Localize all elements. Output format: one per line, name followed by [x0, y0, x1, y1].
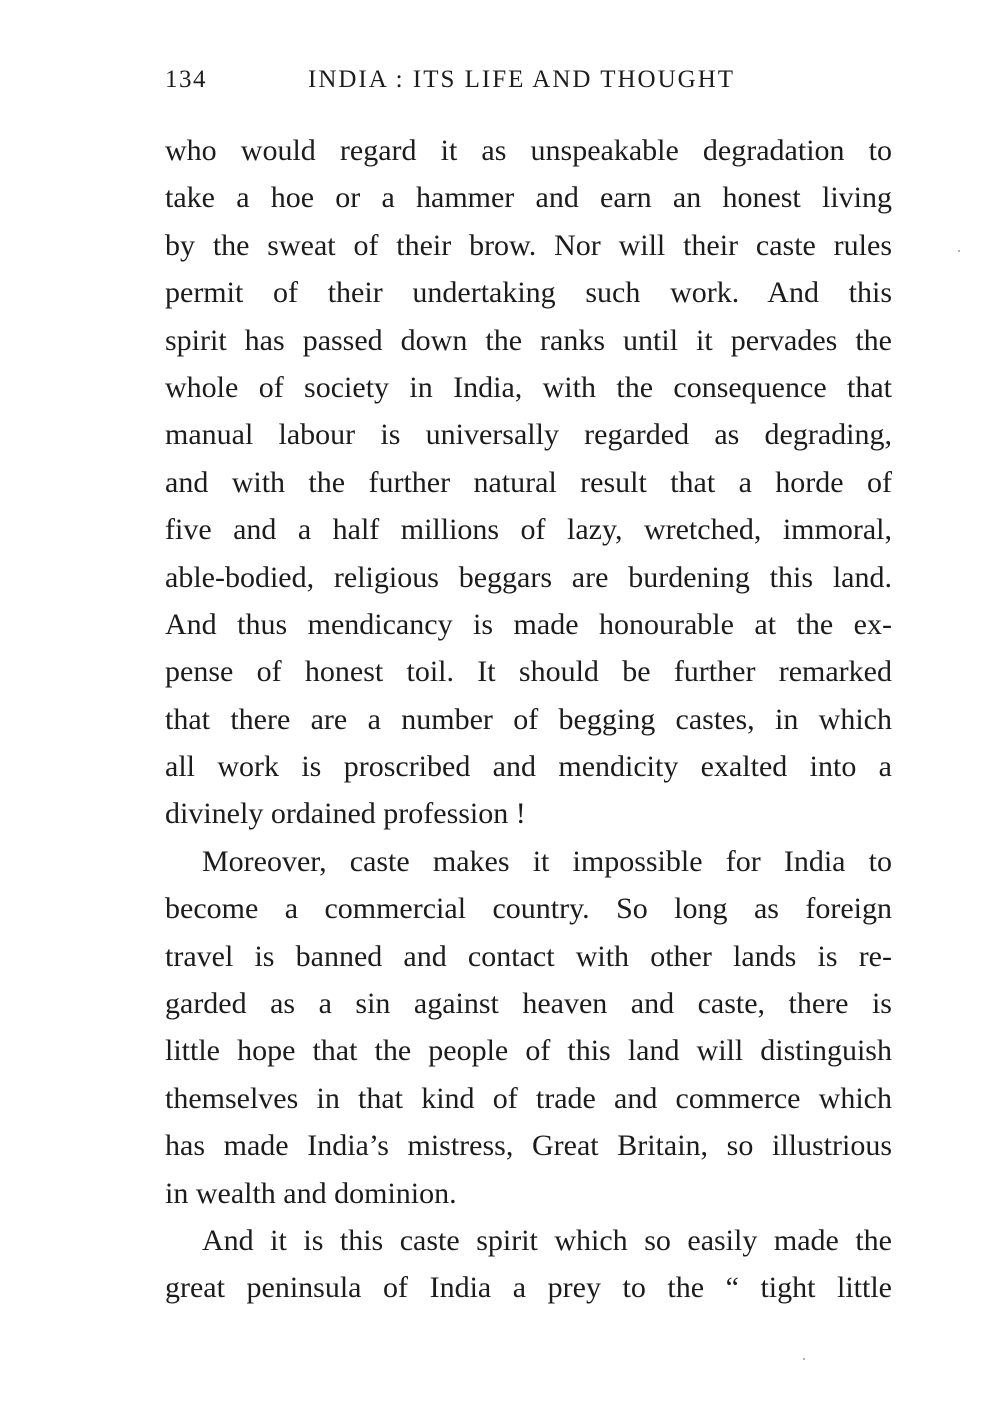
text-line: in wealth and dominion. — [165, 1176, 457, 1210]
text-line: take a hoe or a hammer and earn an honest living — [165, 181, 892, 215]
text-line: and with the further natural result that a horde of — [165, 465, 892, 499]
paragraph — [165, 127, 892, 838]
text-line: And thus mendicancy is made honourable at the ex- — [165, 607, 892, 641]
text-line: pense of honest toil. It should be further remarked — [165, 655, 892, 689]
text-line: has made India’s mistress, Great Britain, so illustrious — [165, 1129, 892, 1163]
text-line: become a commercial country. So long as foreign — [165, 892, 892, 926]
paragraph — [165, 1217, 892, 1312]
text-line: by the sweat of their brow. Nor will their caste rules — [165, 228, 892, 262]
paragraph — [165, 838, 892, 1217]
paper-speck — [803, 1358, 805, 1360]
text-line: divinely ordained profession ! — [165, 797, 526, 831]
text-line: that there are a number of begging castes, in which — [165, 702, 892, 736]
text-line: great peninsula of India a prey to the “ tight little — [165, 1271, 892, 1305]
text-line: who would regard it as unspeakable degradation to — [165, 134, 892, 167]
text-line: manual labour is universally regarded as degrading, — [165, 418, 892, 452]
text-line: travel is banned and contact with other lands is re- — [165, 939, 892, 973]
text-line: garded as a sin against heaven and caste, there is — [165, 987, 892, 1021]
text-line: able-bodied, religious beggars are burdening this land. — [165, 560, 892, 594]
text-line: Moreover, caste makes it impossible for India to — [202, 844, 892, 878]
body-text — [165, 127, 892, 1312]
text-line: five and a half millions of lazy, wretched, immoral, — [165, 513, 892, 547]
text-line: themselves in that kind of trade and commerce which — [165, 1081, 892, 1115]
text-line: spirit has passed down the ranks until it pervades the — [165, 323, 892, 357]
text-line: whole of society in India, with the consequence that — [165, 370, 892, 404]
paper-speck — [958, 250, 960, 252]
page-number: 134 — [165, 66, 207, 93]
text-line: And it is this caste spirit which so easily made the — [202, 1223, 892, 1257]
text-line: little hope that the people of this land will distinguish — [165, 1034, 892, 1068]
running-title: INDIA : ITS LIFE AND THOUGHT — [308, 66, 736, 93]
running-head — [165, 66, 895, 100]
text-line: all work is proscribed and mendicity exalted into a — [165, 750, 892, 784]
text-line: permit of their undertaking such work. And this — [165, 276, 892, 310]
